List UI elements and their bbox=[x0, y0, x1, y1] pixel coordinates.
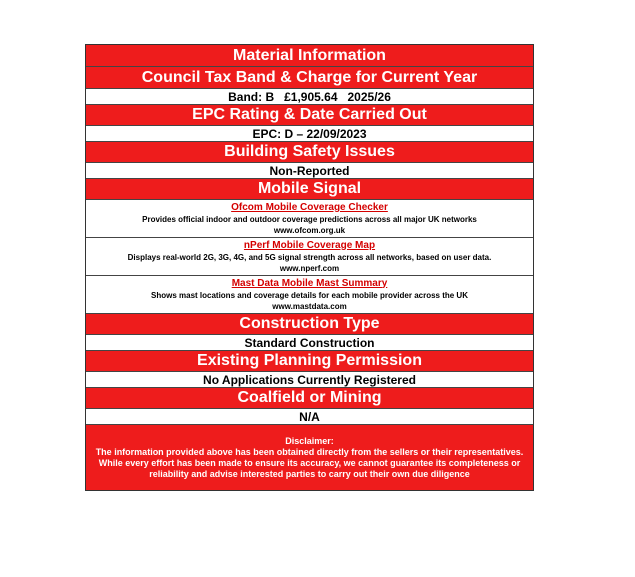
construction-heading bbox=[86, 314, 533, 335]
coalfield-heading-text: Coalfield or Mining bbox=[237, 389, 382, 406]
construction-value-text: Standard Construction bbox=[244, 335, 375, 350]
disclaimer-text: The information provided above has been obtained directly from the sellers or their representatives. While every effort has been made to ensure its accuracy, we cannot guarantee its completeness or reliability and advise interested parties to carry out their own due diligence bbox=[95, 446, 524, 479]
planning-value-text: No Applications Currently Registered bbox=[203, 372, 416, 387]
ofcom-description: Provides official indoor and outdoor coverage predictions across all major UK networks bbox=[142, 214, 477, 224]
mobile-link-nperf bbox=[86, 238, 533, 276]
safety-value bbox=[86, 163, 533, 179]
mobile-link-mastdata bbox=[86, 276, 533, 314]
council-tax-heading-text: Council Tax Band & Charge for Current Year bbox=[141, 68, 478, 86]
material-info-heading-text: Material Information bbox=[233, 46, 386, 64]
coalfield-value bbox=[86, 409, 533, 425]
safety-heading-text: Building Safety Issues bbox=[224, 143, 395, 160]
planning-heading-text: Existing Planning Permission bbox=[197, 352, 422, 369]
epc-value bbox=[86, 126, 533, 142]
nperf-link[interactable]: nPerf Mobile Coverage Map bbox=[243, 239, 376, 251]
epc-heading bbox=[86, 105, 533, 126]
mastdata-description: Shows mast locations and coverage details for each mobile provider across the UK bbox=[151, 290, 468, 300]
mobile-link-ofcom bbox=[86, 200, 533, 238]
nperf-description: Displays real-world 2G, 3G, 4G, and 5G signal strength across all networks, based on user data. bbox=[127, 252, 492, 262]
council-tax-heading bbox=[86, 67, 533, 89]
disclaimer-title: Disclaimer: bbox=[285, 435, 334, 446]
ofcom-link[interactable]: Ofcom Mobile Coverage Checker bbox=[231, 201, 388, 213]
coalfield-heading bbox=[86, 388, 533, 409]
council-tax-value-text: Band: B £1,905.64 2025/26 bbox=[228, 89, 391, 104]
disclaimer-box bbox=[86, 425, 533, 490]
safety-heading bbox=[86, 142, 533, 163]
construction-heading-text: Construction Type bbox=[239, 315, 380, 332]
planning-value bbox=[86, 372, 533, 388]
mobile-signal-heading-text: Mobile Signal bbox=[257, 180, 362, 197]
nperf-url[interactable]: www.nperf.com bbox=[279, 263, 340, 273]
mastdata-link[interactable]: Mast Data Mobile Mast Summary bbox=[231, 277, 388, 289]
construction-value bbox=[86, 335, 533, 351]
mobile-signal-heading bbox=[86, 179, 533, 200]
ofcom-url[interactable]: www.ofcom.org.uk bbox=[273, 225, 346, 235]
council-tax-value bbox=[86, 89, 533, 105]
epc-heading-text: EPC Rating & Date Carried Out bbox=[192, 106, 427, 123]
safety-value-text: Non-Reported bbox=[269, 163, 350, 178]
material-info-heading bbox=[86, 45, 533, 67]
coalfield-value-text: N/A bbox=[299, 409, 320, 424]
mastdata-url[interactable]: www.mastdata.com bbox=[272, 301, 347, 311]
material-information-table bbox=[85, 44, 534, 491]
planning-heading bbox=[86, 351, 533, 372]
epc-value-text: EPC: D – 22/09/2023 bbox=[252, 126, 367, 141]
